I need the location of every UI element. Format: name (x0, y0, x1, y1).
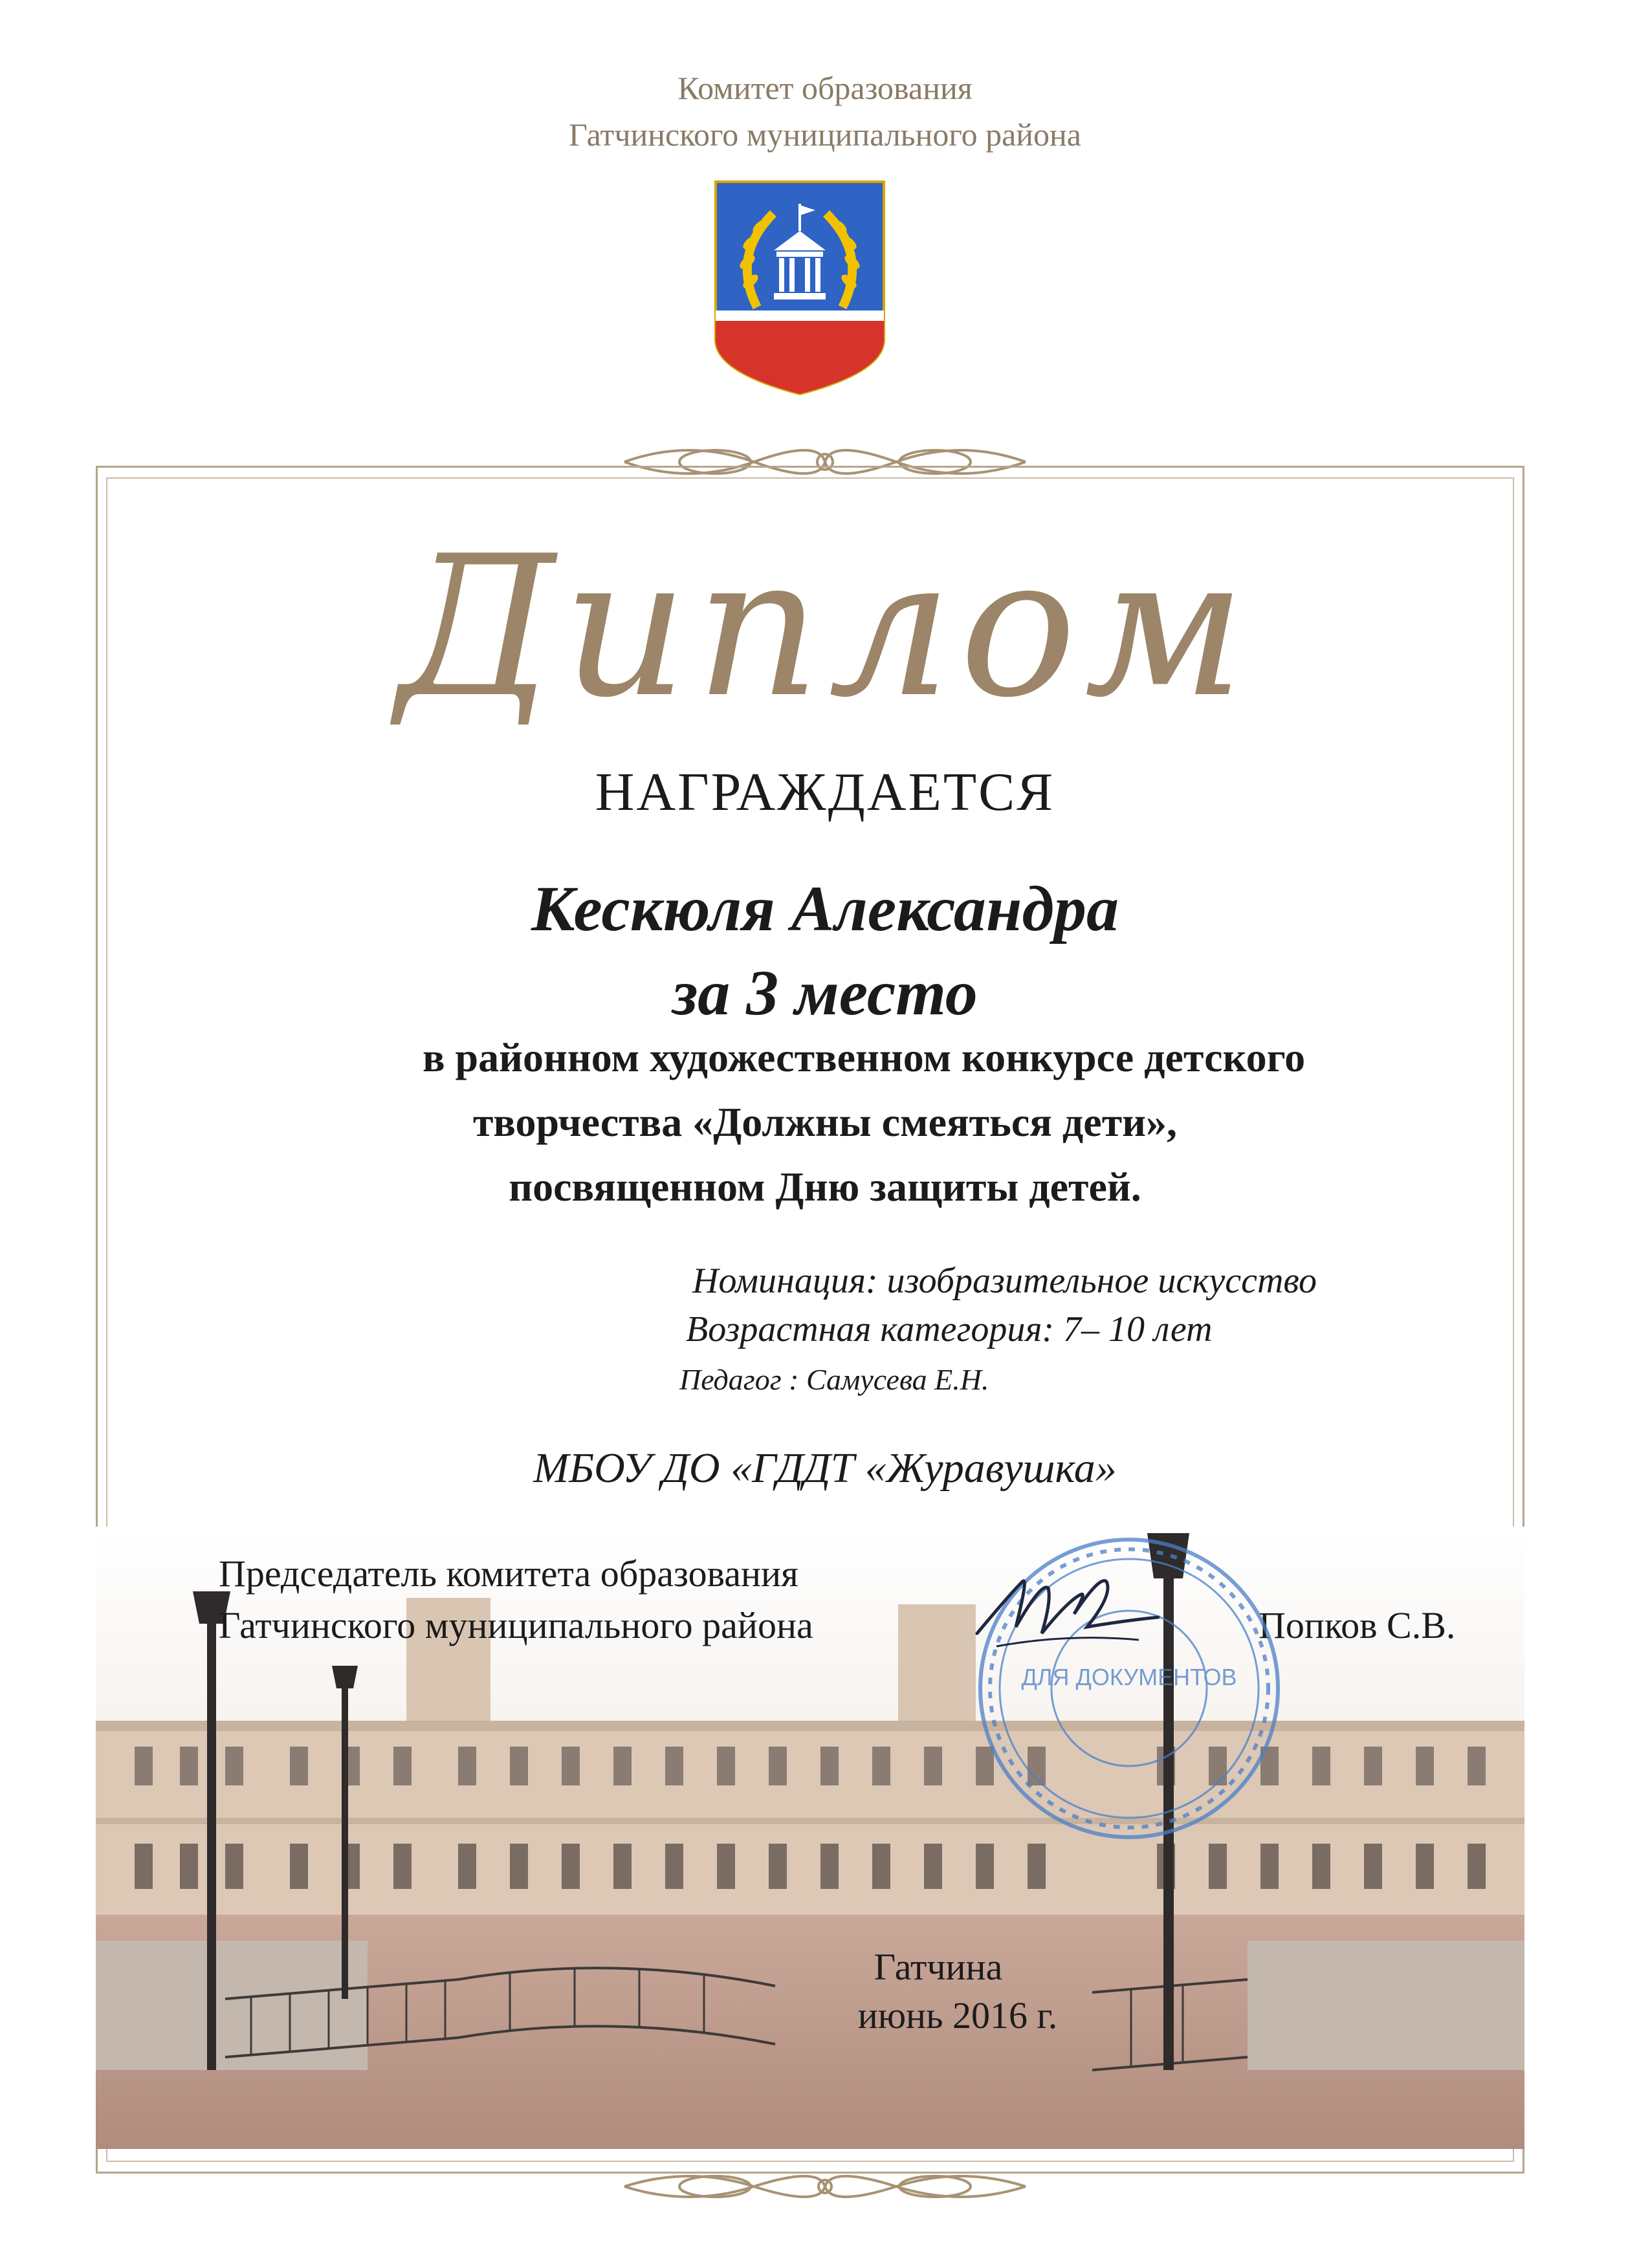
issuer-header (0, 65, 1650, 158)
reason-line-1: в районном художественном конкурсе детского (422, 1034, 1306, 1080)
reason-line-2: творчества «Должны смеяться дети», (472, 1099, 1178, 1145)
issue-date: июнь 2016 г. (857, 1994, 1058, 2036)
issuer-line-2: Гатчинского муниципального района (568, 116, 1082, 153)
organization: МБОУ ДО «ГДДТ «Журавушка» (533, 1445, 1117, 1492)
reason-line-3: посвященном Дню защиты детей. (509, 1164, 1141, 1210)
issuer-line-1: Комитет образования (677, 70, 973, 106)
age-category: Возрастная категория: 7– 10 лет (686, 1309, 1213, 1349)
chair-title-line-1: Председатель комитета образования (219, 1553, 798, 1595)
diploma-title: Диплом (397, 514, 1253, 740)
ornament-bottom-icon (611, 2161, 1039, 2212)
signature-icon (971, 1556, 1165, 1679)
stamp-text: ДЛЯ ДОКУМЕНТОВ (1021, 1664, 1237, 1690)
city: Гатчина (874, 1946, 1003, 1988)
coat-of-arms-icon (712, 178, 888, 398)
teacher: Педагог : Самусева Е.Н. (679, 1363, 989, 1396)
awarded-label: НАГРАЖДАЕТСЯ (595, 762, 1055, 822)
nomination: Номинация: изобразительное искусство (692, 1261, 1317, 1301)
recipient-name: Кескюля Александра (531, 873, 1119, 944)
place-awarded: за 3 место (672, 957, 978, 1029)
signer-name: Попков С.В. (1259, 1604, 1456, 1646)
chair-title-line-2: Гатчинского муниципального района (219, 1604, 813, 1646)
